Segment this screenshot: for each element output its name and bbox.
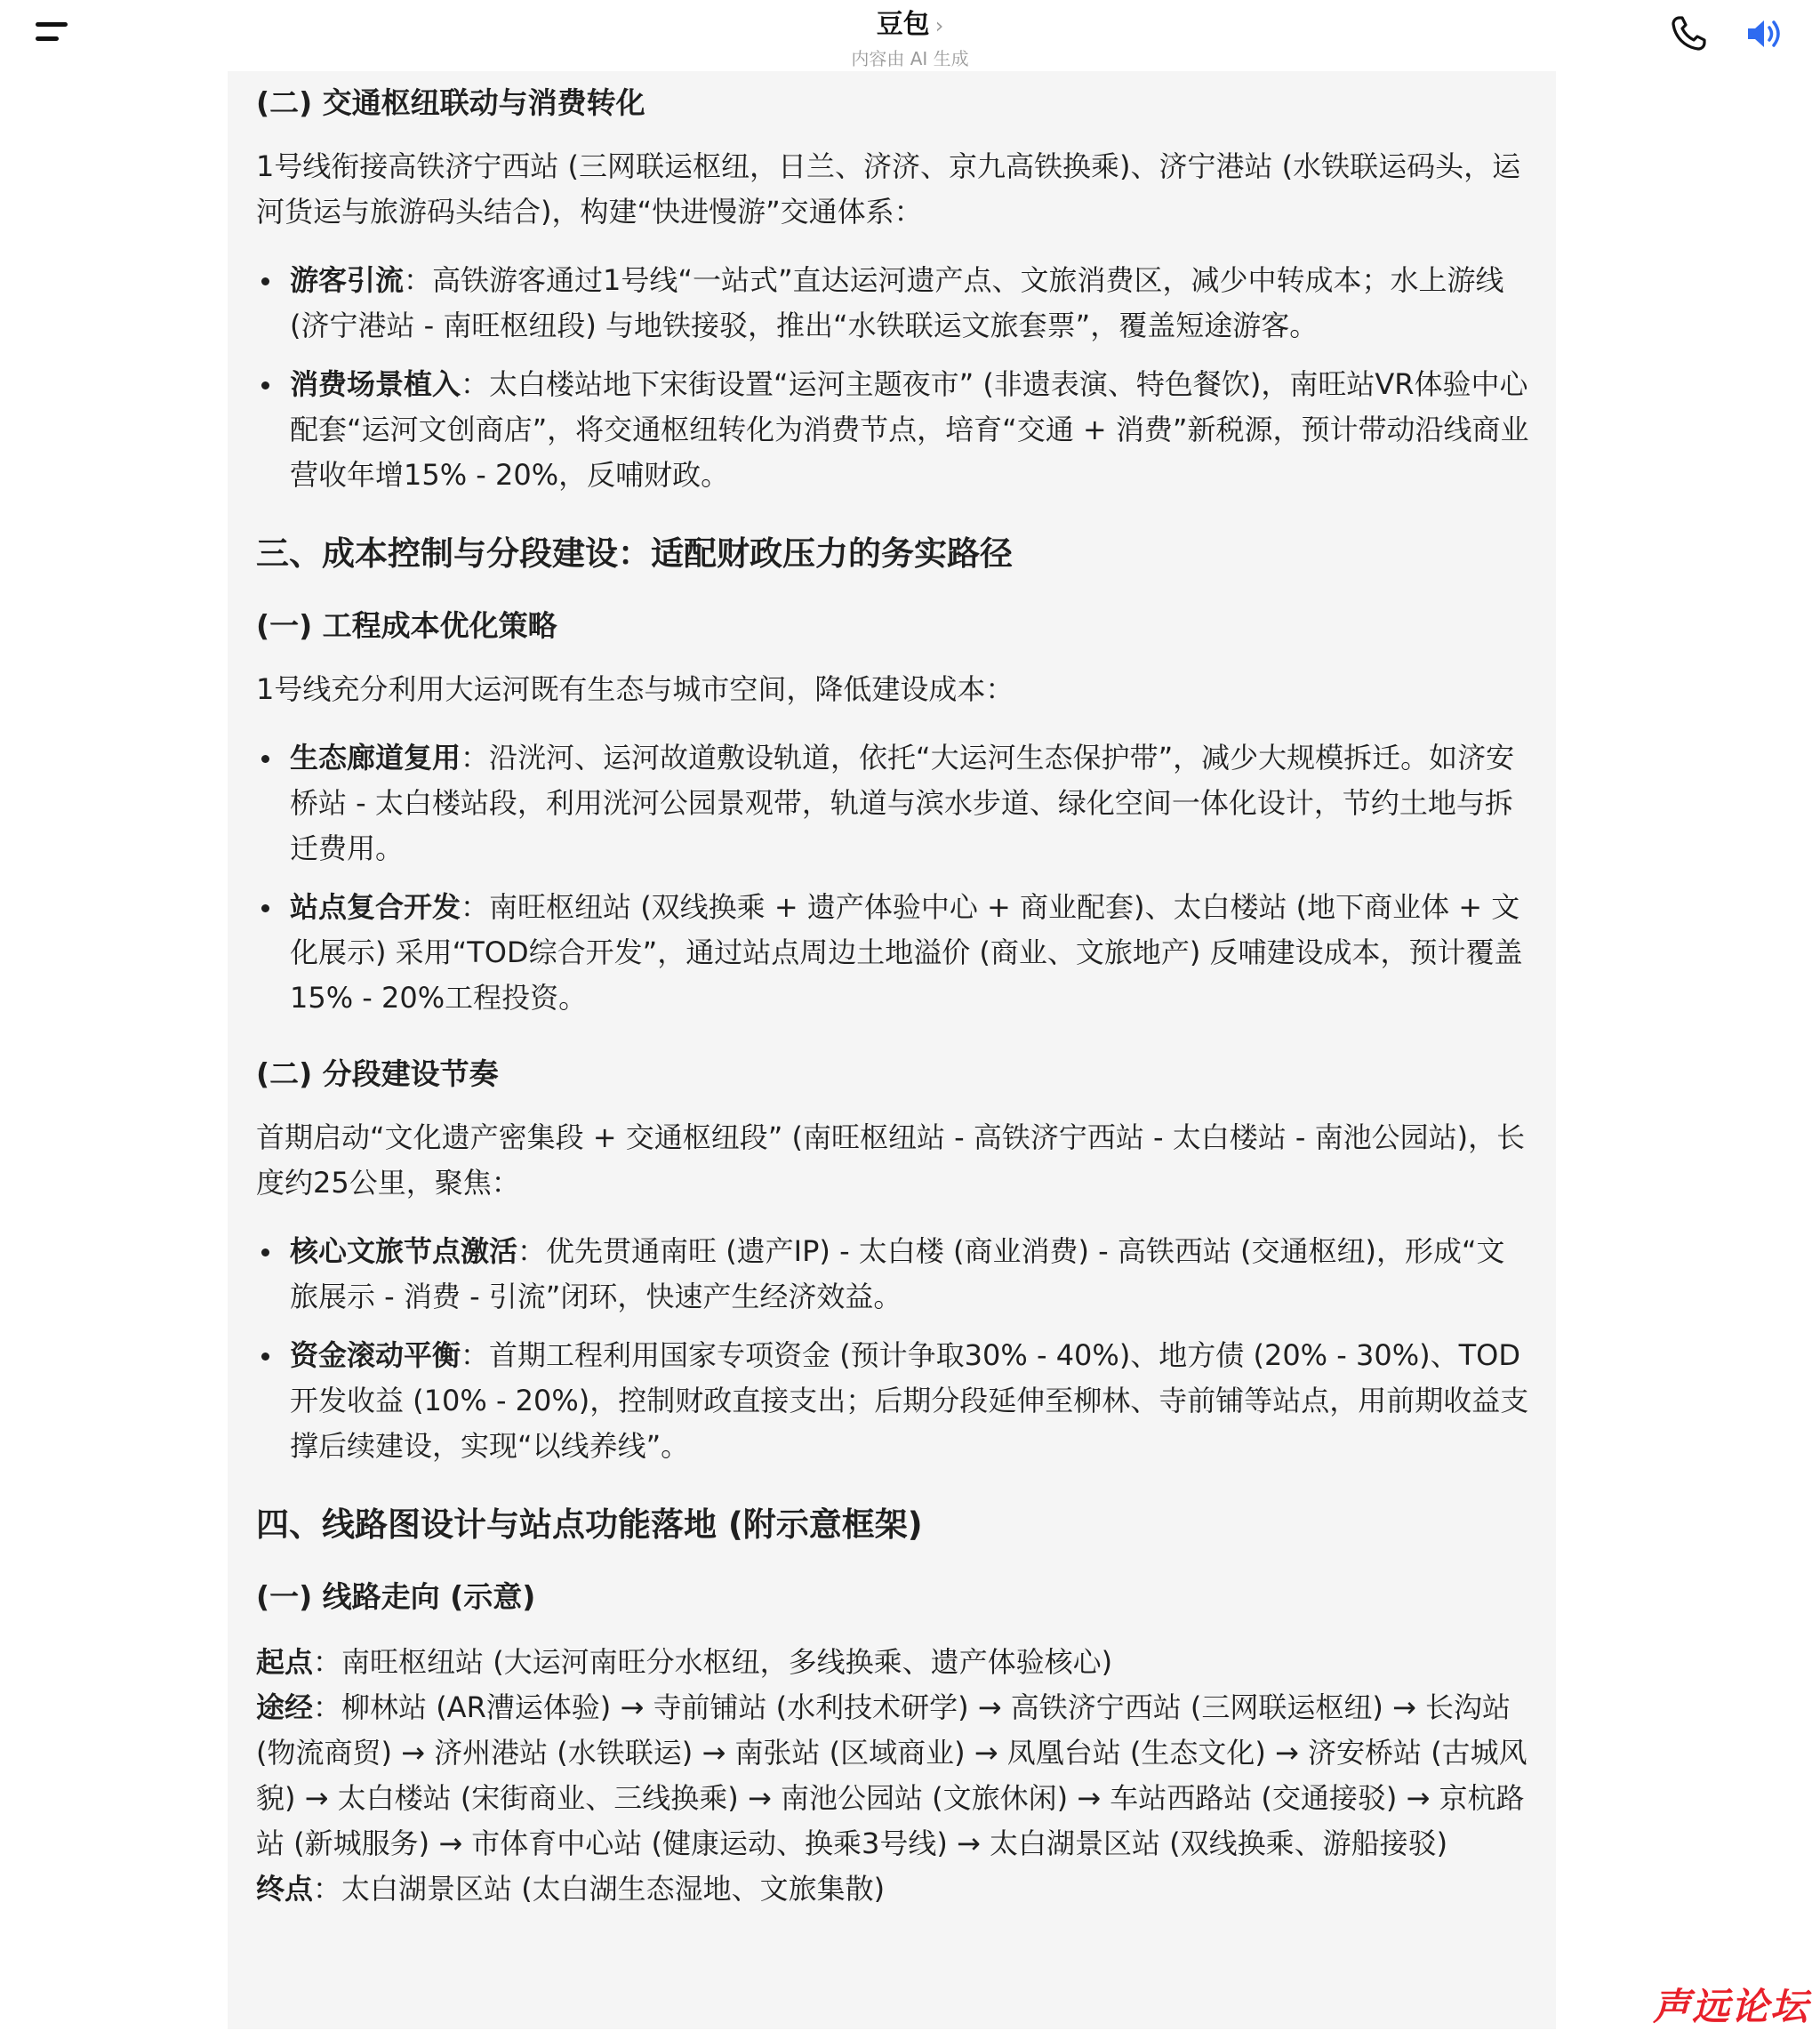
list-item [256,735,1533,871]
list-item [256,258,1533,349]
speaker-icon[interactable] [1743,12,1785,55]
list-item-text: ：南旺枢纽站 (双线换乘 + 遗产体验中心 + 商业配套)、太白楼站 (地下商业体 + 文化展示) 采用“TOD综合开发”，通过站点周边土地溢价 (商业、文旅地产) 反哺建设成本，预计覆盖15% - 20%工程投资。 [290,890,1523,1015]
route-end-label: 终点 [256,1872,314,1906]
list-item-term: 游客引流 [290,263,405,297]
top-bar [0,0,1820,71]
app-title-text: 豆包 [876,9,930,40]
section-heading: (一) 工程成本优化策略 [256,608,557,643]
list-item-text: ：高铁游客通过1号线“一站式”直达运河遗产点、文旅消费区，减少中转成本；水上游线 (济宁港站 - 南旺枢纽段) 与地铁接驳，推出“水铁联运文旅套票”，覆盖短途游客。 [290,263,1504,342]
list-item-term: 资金滚动平衡 [290,1338,461,1372]
route-via-text: ：柳林站 (AR漕运体验) → 寺前铺站 (水利技术研学) → 高铁济宁西站 (三网联运枢纽) → 长沟站 (物流商贸) → 济州港站 (水铁联运) → 南张站 (区域商业) → 凤凰台站 (生态文化) → 济安桥站 (古城风貌) → 太白楼站 (宋街商业、三线换乘) → 南池公园站 (文旅休闲) → 车站西路站 (交通接驳) → 京杭路站 (新城服务) → 市体育中心站 (健康运动、换乘3号线) → 太白湖景区站 (双线换乘、游船接驳) [256,1690,1527,1860]
list-item-text: ：沿洸河、运河故道敷设轨道，依托“大运河生态保护带”，减少大规模拆迁。如济安桥站 - 太白楼站段，利用洸河公园景观带，轨道与滨水步道、绿化空间一体化设计，节约土地与拆迁费用。 [290,741,1515,865]
list-item [256,1333,1533,1469]
list-item-term: 消费场景植入 [290,367,461,401]
list-item-text: ：太白楼站地下宋街设置“运河主题夜市” (非遗表演、特色餐饮)，南旺站VR体验中心配套“运河文创商店”，将交通枢纽转化为消费节点，培育“交通 + 消费”新税源，预计带动沿线商业营收年增15% - 20%，反哺财政。 [290,367,1529,492]
bullet-list [256,1229,1533,1469]
list-item-term: 核心文旅节点激活 [290,1234,518,1268]
paragraph: 1号线充分利用大运河既有生态与城市空间，降低建设成本： [256,672,1014,706]
list-item-term: 站点复合开发 [290,890,461,924]
list-item-text: ：优先贯通南旺 (遗产IP) - 太白楼 (商业消费) - 高铁西站 (交通枢纽)，形成“文旅展示 - 消费 - 引流”闭环，快速产生经济效益。 [290,1234,1505,1313]
main-heading: 四、线路图设计与站点功能落地 (附示意框架) [256,1505,923,1544]
bullet-list [256,258,1533,498]
main-heading: 三、成本控制与分段建设：适配财政压力的务实路径 [256,534,1013,573]
route-start-text: ：南旺枢纽站 (大运河南旺分水枢纽，多线换乘、遗产体验核心) [313,1645,1113,1679]
section-heading: (二) 分段建设节奏 [256,1056,499,1091]
ai-answer-card [228,71,1556,2029]
paragraph: 首期启动“文化遗产密集段 + 交通枢纽段” (南旺枢纽站 - 高铁济宁西站 - 太白楼站 - 南池公园站)，长度约25公里，聚焦： [256,1120,1526,1200]
paragraph: 1号线衔接高铁济宁西站 (三网联运枢纽，日兰、济济、京九高铁换乘)、济宁港站 (水铁联运码头，运河货运与旅游码头结合)，构建“快进慢游”交通体系： [256,149,1521,229]
bullet-list [256,735,1533,1021]
title-area [0,0,1820,70]
route-start-label: 起点 [256,1645,314,1679]
list-item-text: ：首期工程利用国家专项资金 (预计争取30% - 40%)、地方债 (20% - 30%)、TOD开发收益 (10% - 20%)，控制财政直接支出；后期分段延伸至柳林、寺前铺等站点，用前期收益支撑后续建设，实现“以线养线”。 [290,1338,1529,1463]
app-title[interactable] [877,2,944,41]
forum-watermark: 声远论坛 [1652,1985,1809,2028]
route-end [256,1866,1533,1912]
list-item-term: 生态廊道复用 [290,741,461,775]
section-heading: (一) 线路走向 (示意) [256,1579,536,1614]
list-item [256,1229,1533,1320]
route-end-text: ：太白湖景区站 (太白湖生态湿地、文旅集散) [313,1872,886,1906]
answer-content [256,71,1533,1912]
ai-generated-note: 内容由 AI 生成 [851,48,969,69]
route-start [256,1640,1533,1685]
section-heading: (二) 交通枢纽联动与消费转化 [256,85,645,120]
list-item [256,885,1533,1021]
route-via-label: 途经 [256,1690,314,1724]
list-item [256,362,1533,498]
phone-icon[interactable] [1667,12,1710,55]
route-via [256,1685,1533,1866]
chevron-right-icon: › [934,13,944,38]
